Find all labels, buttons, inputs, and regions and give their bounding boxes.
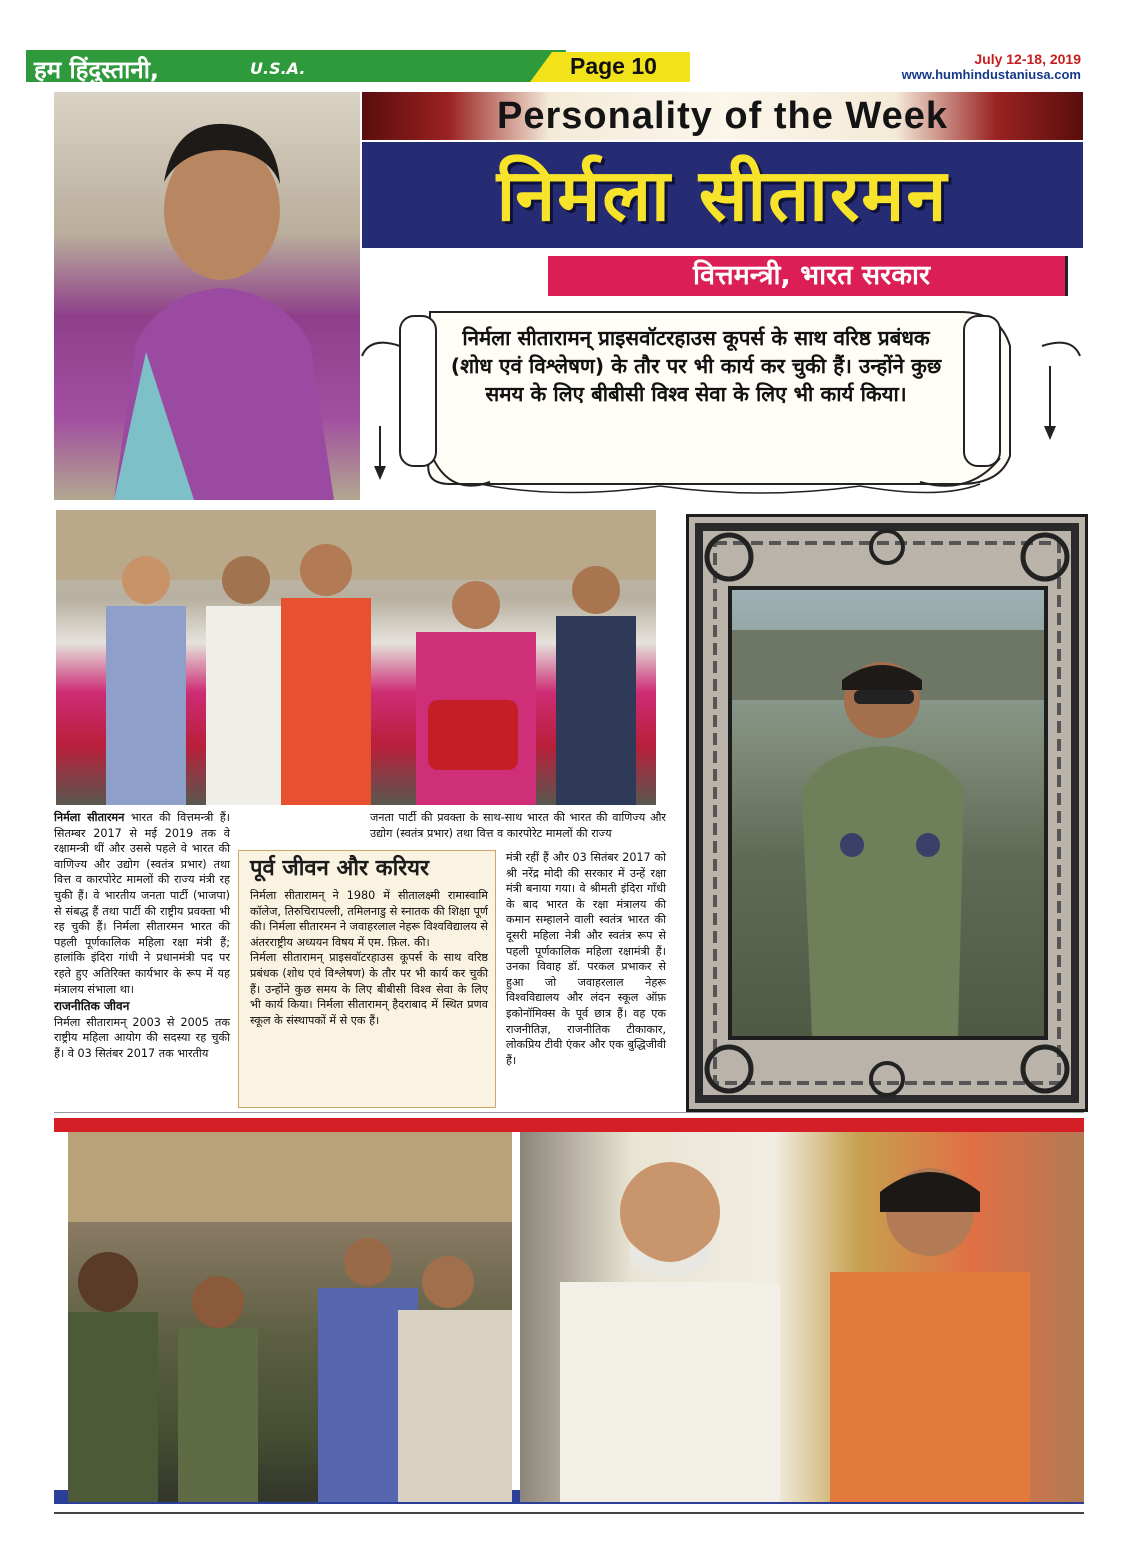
soldiers-photo — [68, 1132, 512, 1502]
leaders-photo — [520, 1132, 1084, 1502]
divider-bottom — [54, 1512, 1084, 1514]
article-intro: भारत की वित्तमन्त्री हैं। सितम्बर 2017 से मई 2019 तक वे रक्षामन्त्री थीं और उससे पहले वे भारत की वाणिज्य और उद्योग (स्वतंत्र प्रभार) तथा वित्त व कारपोरेट मामलों की राज्य मंत्री रह चुकी हैं। वे भारतीय जनता पार्टी (भाजपा) से संबद्ध हैं तथा पार्टी की राष्ट्रीय प्रवक्ता भी रह चुकी हैं। निर्मला सीतारमन भारत की पहली पूर्णकालिक महिला रक्षा मंत्री हैं; हालांकि इंदिरा गांधी ने प्रधानमंत्री पद पर रहते हुए अतिरिक्त कार्यभार के रूप में यह मंत्रालय संभाला था। — [54, 811, 231, 996]
soldiers-figures — [68, 1132, 512, 1502]
section-title: Personality of the Week — [497, 95, 948, 137]
budget-group-photo — [56, 510, 656, 805]
page-number: Page 10 — [570, 53, 657, 79]
early-life-para-2: निर्मला सीतारामन् प्राइसवॉटरहाउस कूपर्स के साथ वरिष्ठ प्रबंधक (शोध एवं विश्लेषण) के तौर पर भी कार्य कर चुकी हैं। उन्होंने कुछ समय के लिए बीबीसी विश्व सेवा के लिए भी कार्य किया। निर्मला सीतारामन् हैदराबाद में स्थित प्रणव स्कूल के संस्थापकों में से एक हैं। — [250, 951, 488, 1027]
pilot-uniform-photo — [728, 586, 1048, 1040]
early-life-body — [250, 888, 488, 1028]
politics-heading: राजनीतिक जीवन — [54, 999, 130, 1014]
article-column-3: मंत्री रहीं हैं और 03 सितंबर 2017 को श्री नरेंद्र मोदी की सरकार में उन्हें रक्षा मंत्री बनाया गया। वे श्रीमती इंदिरा गाँधी के बाद भारत के रक्षा मंत्रालय की कमान सम्हालने वाली स्वतंत्र भारत की दूसरी महिला नेत्री और स्वतंत्र रूप से पहली पूर्णकालिक महिला रक्षामंत्री हैं। उनका विवाह डॉ. परकल प्रभाकर से हुआ जो जवाहरलाल नेहरू विश्वविद्यालय और लंदन स्कूल ऑफ़ इकोनॉमिक्स के पूर्व छात्र हैं। वह एक राजनीतिज्ञ, राजनीतिक टीकाकार, लोकप्रिय टीवी एंकर और एक बुद्धिजीवी हैं। — [506, 851, 666, 1067]
early-life-para-1: निर्मला सीतारामन् ने 1980 में सीतालक्ष्मी रामास्वामि कॉलेज, तिरुचिरापल्ली, तमिलनाडु से स्नातक की शिक्षा पूर्ण की। निर्मला सीतारमन ने जवाहरलाल नेहरू विश्वविद्यालय से अंतरराष्ट्रीय अध्ययन विषय में एम. फ़िल. की। — [250, 889, 488, 949]
group-figures — [56, 510, 656, 805]
article-lead-name: निर्मला सीतारमन — [54, 811, 125, 824]
bottom-band-red — [54, 1118, 1084, 1132]
portrait-figure — [54, 92, 360, 500]
person-name: निर्मला सीतारमन — [496, 153, 949, 237]
early-life-heading: पूर्व जीवन और करियर — [250, 856, 430, 881]
article-column-2-top: जनता पार्टी की प्रवक्ता के साथ-साथ भारत की भारत की वाणिज्य और उद्योग (स्वतंत्र प्रभार) तथा वित्त व कारपोरेट मामलों की राज्य — [370, 811, 666, 840]
leaders-figures — [520, 1132, 1084, 1502]
issue-date: July 12-18, 2019 — [974, 51, 1081, 67]
publication-name: हम हिंदुस्तानी, — [34, 56, 160, 84]
designation: वित्तमन्त्री, भारत सरकार — [692, 260, 930, 291]
article-column-1 — [54, 810, 230, 1062]
portrait-photo — [54, 92, 360, 500]
publication-country: U.S.A. — [250, 59, 306, 78]
pull-quote: निर्मला सीतारामन् प्राइसवॉटरहाउस कूपर्स के साथ वरिष्ठ प्रबंधक (शोध एवं विश्लेषण) के तौर पर भी कार्य कर चुकी हैं। उन्होंने कुछ समय के लिए बीबीसी विश्व सेवा के लिए भी कार्य किया। — [450, 326, 942, 406]
pilot-figure — [732, 590, 1044, 1036]
politics-text: निर्मला सीतारामन् 2003 से 2005 तक राष्ट्रीय महिला आयोग की सदस्या रह चुकी हैं। वे 03 सितंबर 2017 तक भारतीय — [54, 1015, 230, 1060]
divider-top — [54, 1112, 1084, 1113]
website-link[interactable]: www.humhindustaniusa.com — [901, 67, 1081, 82]
